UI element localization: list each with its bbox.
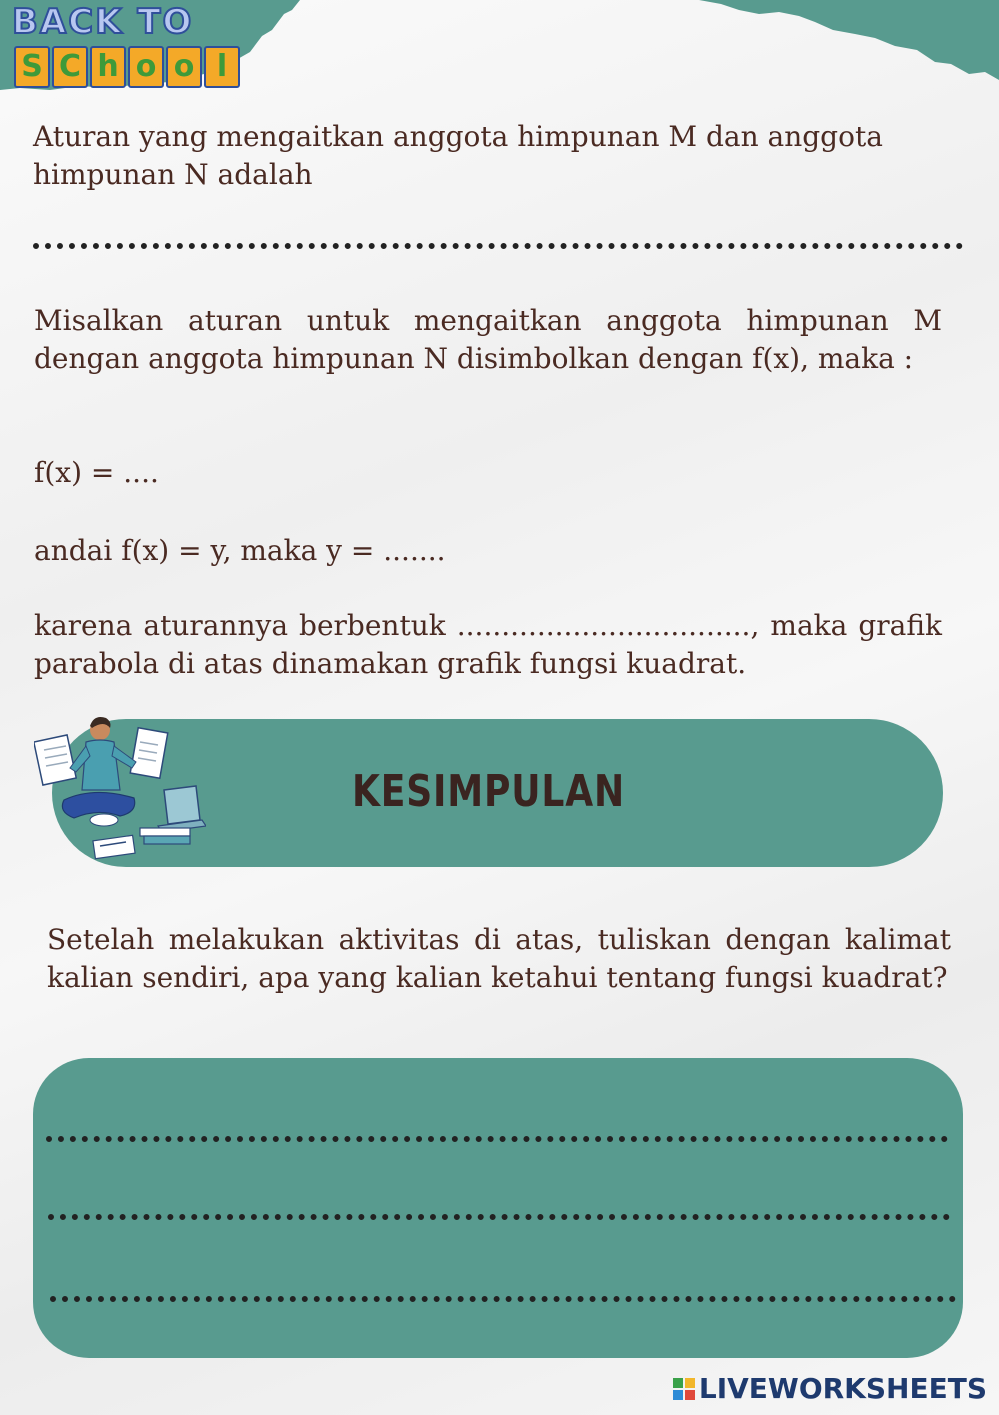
- fx-line[interactable]: f(x) = ....: [34, 456, 159, 489]
- logo-letter: o: [128, 46, 164, 88]
- intro-text: Aturan yang mengaitkan anggota himpunan M dan anggota himpunan N adalah: [33, 120, 883, 191]
- logo-line-1: BACK TO: [12, 2, 194, 42]
- liveworksheets-brand: [673, 1372, 987, 1405]
- logo-letter: o: [166, 46, 202, 88]
- student-reading-illustration: [34, 712, 206, 862]
- logo-letter: C: [52, 46, 88, 88]
- logo-line-2: [14, 46, 240, 88]
- liveworksheets-logo-icon: [673, 1378, 695, 1400]
- logo-letter: l: [204, 46, 240, 88]
- answer-line-2[interactable]: [48, 1214, 950, 1220]
- back-to-school-logo: [8, 2, 228, 88]
- answer-line-intro[interactable]: [33, 243, 963, 249]
- andai-line[interactable]: andai f(x) = y, maka y = .......: [34, 534, 446, 567]
- misalkan-text: Misalkan aturan untuk mengaitkan anggota himpunan M dengan anggota himpunan N disimbolkan dengan f(x), maka :: [34, 304, 942, 375]
- logo-letter: h: [90, 46, 126, 88]
- answer-line-1[interactable]: [46, 1136, 948, 1142]
- answer-line-3[interactable]: [50, 1296, 956, 1302]
- torn-paper-corner-right: [699, 0, 999, 80]
- kesimpulan-title: KESIMPULAN: [352, 766, 625, 817]
- answer-box: [33, 1058, 963, 1358]
- liveworksheets-label: LIVEWORKSHEETS: [698, 1372, 987, 1405]
- karena-text: karena aturannya berbentuk ................................., maka grafik parabola di atas dinamakan grafik fungsi kuadrat.: [34, 609, 942, 680]
- question-text: Setelah melakukan aktivitas di atas, tuliskan dengan kalimat kalian sendiri, apa yang kalian ketahui tentang fungsi kuadrat?: [47, 923, 951, 994]
- logo-letter: S: [14, 46, 50, 88]
